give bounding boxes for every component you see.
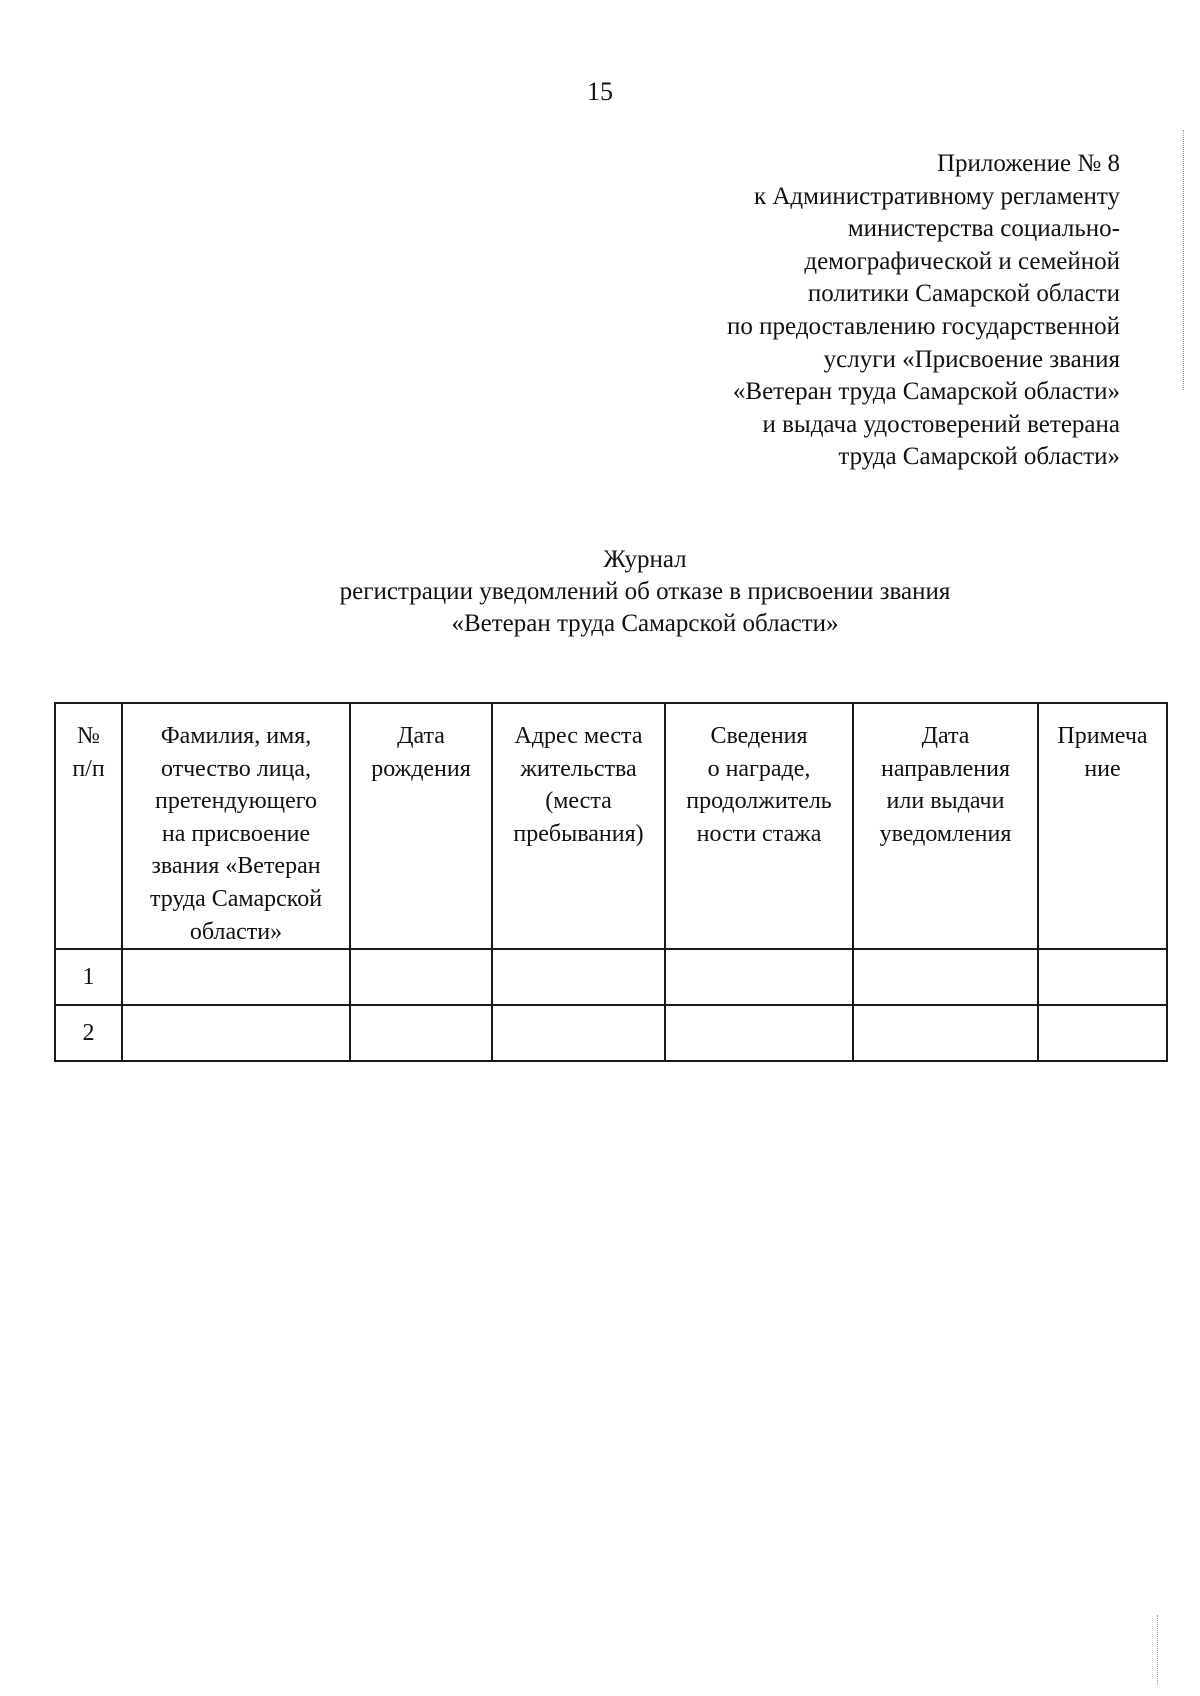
column-header-notice-date: [853, 703, 1038, 949]
table-cell: [665, 949, 853, 1005]
scan-edge-marks: [1183, 130, 1186, 390]
header-label: Дата рождения: [371, 723, 471, 782]
column-header-address: [492, 703, 665, 949]
register-table: [54, 702, 1168, 1062]
column-header-full-name: [122, 703, 350, 949]
table-row: [55, 949, 1167, 1005]
scan-edge-marks: [1157, 1615, 1160, 1685]
table-cell: [665, 1005, 853, 1061]
table-cell: [122, 949, 350, 1005]
table-row: [55, 1005, 1167, 1061]
appendix-line: по предоставлению государственной: [727, 312, 1120, 340]
column-header-note: [1038, 703, 1167, 949]
page-number: 15: [587, 77, 613, 106]
journal-subtitle: «Ветеран труда Самарской области»: [451, 610, 839, 637]
journal-subtitle: регистрации уведомлений об отказе в присвоении звания: [339, 578, 951, 605]
header-label: Адрес места жительства (места пребывания): [513, 723, 644, 847]
header-label: Дата направления или выдачи уведомления: [879, 723, 1012, 847]
appendix-line: и выдача удостоверений ветерана: [762, 410, 1120, 438]
table-cell: [492, 1005, 665, 1061]
appendix-line: Приложение № 8: [936, 150, 1120, 177]
appendix-line: «Ветеран труда Самарской области»: [732, 378, 1120, 406]
table-cell: [853, 1005, 1038, 1061]
appendix-line: министерства социально-: [847, 215, 1120, 243]
table-cell: [350, 949, 492, 1005]
column-header-number: [55, 703, 122, 949]
table-header-row: [55, 703, 1167, 949]
table-cell: [122, 1005, 350, 1061]
appendix-line: труда Самарской области»: [838, 443, 1120, 471]
appendix-line: услуги «Присвоение звания: [823, 345, 1120, 373]
appendix-line: демографической и семейной: [804, 247, 1120, 275]
table-cell: [492, 949, 665, 1005]
journal-title: Журнал: [603, 546, 687, 573]
header-label: Сведения о награде, продолжитель ности стажа: [686, 723, 832, 847]
table-cell: [350, 1005, 492, 1061]
table-cell: [1038, 1005, 1167, 1061]
table-cell: 1: [55, 949, 122, 1005]
column-header-award-info: [665, 703, 853, 949]
table-cell: [1038, 949, 1167, 1005]
header-label: Фамилия, имя, отчество лица, претендующего на присвоение звания «Ветеран труда Самарской области»: [149, 723, 323, 945]
appendix-line: политики Самарской области: [807, 280, 1120, 308]
header-label: № п/п: [72, 723, 105, 782]
appendix-line: к Административному регламенту: [753, 182, 1120, 210]
table-cell: 2: [55, 1005, 122, 1061]
table-cell: [853, 949, 1038, 1005]
header-label: Примеча ние: [1057, 723, 1148, 782]
journal-heading: [40, 544, 1200, 640]
column-header-birth-date: [350, 703, 492, 949]
appendix-block: [560, 148, 1120, 474]
